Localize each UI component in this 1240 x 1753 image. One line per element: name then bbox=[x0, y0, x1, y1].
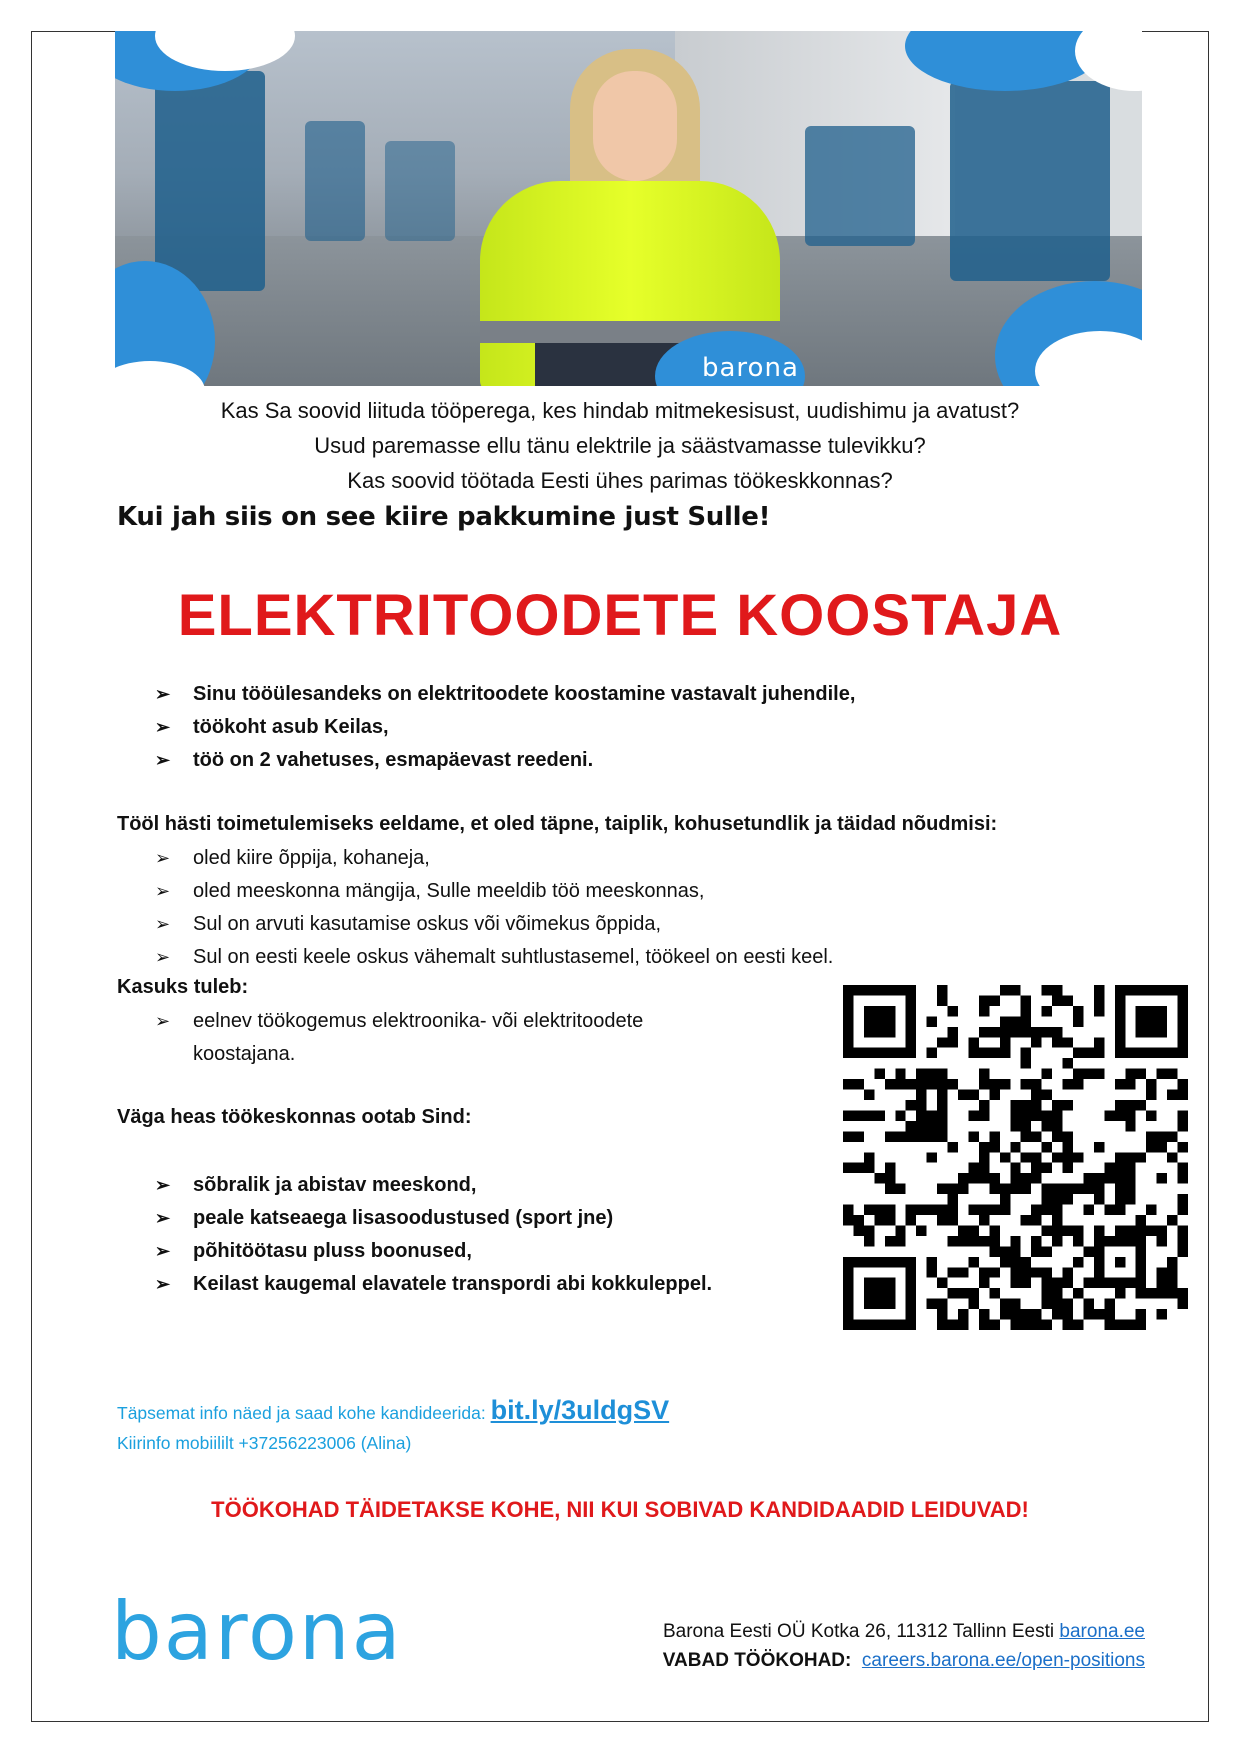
company-address: Barona Eesti OÜ Kotka 26, 11312 Tallinn Eesti bbox=[662, 1621, 1055, 1642]
barona-logo: barona bbox=[111, 1585, 403, 1678]
list-item: ➢ peale katseaega lisasoodustused (sport jne) bbox=[155, 1202, 712, 1235]
list-item: ➢ sõbralik ja abistav meeskond, bbox=[155, 1169, 712, 1202]
list-item: ➢ põhitöötasu pluss boonused, bbox=[155, 1235, 712, 1268]
list-item: koostajana. bbox=[193, 1043, 296, 1065]
arrow-bullet-icon: ➢ bbox=[155, 881, 171, 901]
site-link[interactable]: barona.ee bbox=[1059, 1621, 1145, 1642]
arrow-bullet-icon: ➢ bbox=[155, 1011, 171, 1031]
apply-text: Täpsemat info näed ja saad kohe kandideerida: bbox=[117, 1403, 486, 1423]
duties-list bbox=[155, 678, 855, 777]
apply-line bbox=[117, 1395, 669, 1426]
arrow-bullet-icon: ➢ bbox=[155, 717, 171, 737]
offers-list bbox=[155, 1169, 712, 1301]
phone-info: Kiirinfo mobiililt +37256223006 (Alina) bbox=[117, 1433, 412, 1453]
intro-line-1: Kas Sa soovid liituda tööperega, kes hindab mitmekesisust, uudishimu ja avatust? bbox=[220, 398, 1020, 423]
list-item: ➢ Sinu tööülesandeks on elektritoodete koostamine vastavalt juhendile, bbox=[155, 678, 855, 711]
apply-link[interactable]: bit.ly/3uldgSV bbox=[490, 1395, 670, 1425]
arrow-bullet-icon: ➢ bbox=[155, 848, 171, 868]
arrow-bullet-icon: ➢ bbox=[155, 914, 171, 934]
list-item: ➢ oled kiire õppija, kohaneja, bbox=[155, 842, 833, 875]
intro-line-2: Usud paremasse ellu tänu elektrile ja säästvamasse tulevikku? bbox=[314, 433, 926, 458]
requirements-list bbox=[155, 842, 833, 974]
urgent-notice: TÖÖKOHAD TÄIDETAKSE KOHE, NII KUI SOBIVAD KANDIDAADID LEIDUVAD! bbox=[211, 1497, 1029, 1522]
list-item: ➢ töökoht asub Keilas, bbox=[155, 711, 855, 744]
hero-barona-logo: barona bbox=[702, 353, 799, 383]
list-item: ➢ oled meeskonna mängija, Sulle meeldib töö meeskonnas, bbox=[155, 875, 833, 908]
list-item: ➢ Sul on arvuti kasutamise oskus või võimekus õppida, bbox=[155, 908, 833, 941]
arrow-bullet-icon: ➢ bbox=[155, 1208, 171, 1228]
list-item: ➢ töö on 2 vahetuses, esmapäevast reedeni. bbox=[155, 744, 855, 777]
arrow-bullet-icon: ➢ bbox=[155, 684, 171, 704]
lead-text: Kui jah siis on see kiire pakkumine just Sulle! bbox=[117, 502, 771, 532]
list-item: ➢ Sul on eesti keele oskus vähemalt suhtlustasemel, töökeel on eesti keel. bbox=[155, 941, 833, 974]
list-item: ➢ Keilast kaugemal elavatele transpordi abi kokkuleppel. bbox=[155, 1268, 712, 1301]
footer-address bbox=[663, 1617, 1145, 1675]
advantage-heading: Kasuks tuleb: bbox=[117, 976, 249, 998]
hero-photo bbox=[115, 31, 1142, 386]
offer-heading: Väga heas töökeskonnas ootab Sind: bbox=[117, 1106, 472, 1128]
arrow-bullet-icon: ➢ bbox=[155, 947, 171, 967]
list-item: ➢ eelnev töökogemus elektroonika- või elektritoodete bbox=[155, 1005, 643, 1038]
intro-line-3: Kas soovid töötada Eesti ühes parimas töökeskkonnas? bbox=[347, 468, 893, 493]
requirements-heading: Tööl hästi toimetulemiseks eeldame, et oled täpne, taiplik, kohusetundlik ja täidad nõudmisi: bbox=[117, 813, 998, 835]
jobs-label: VABAD TÖÖKOHAD: bbox=[662, 1650, 852, 1671]
arrow-bullet-icon: ➢ bbox=[155, 750, 171, 770]
arrow-bullet-icon: ➢ bbox=[155, 1241, 171, 1261]
jobs-link[interactable]: careers.barona.ee/open-positions bbox=[861, 1650, 1145, 1671]
qr-code-icon[interactable] bbox=[843, 985, 1188, 1330]
arrow-bullet-icon: ➢ bbox=[155, 1175, 171, 1195]
advantage-list bbox=[155, 1005, 643, 1071]
arrow-bullet-icon: ➢ bbox=[155, 1274, 171, 1294]
job-title: ELEKTRITOODETE KOOSTAJA bbox=[177, 583, 1063, 648]
